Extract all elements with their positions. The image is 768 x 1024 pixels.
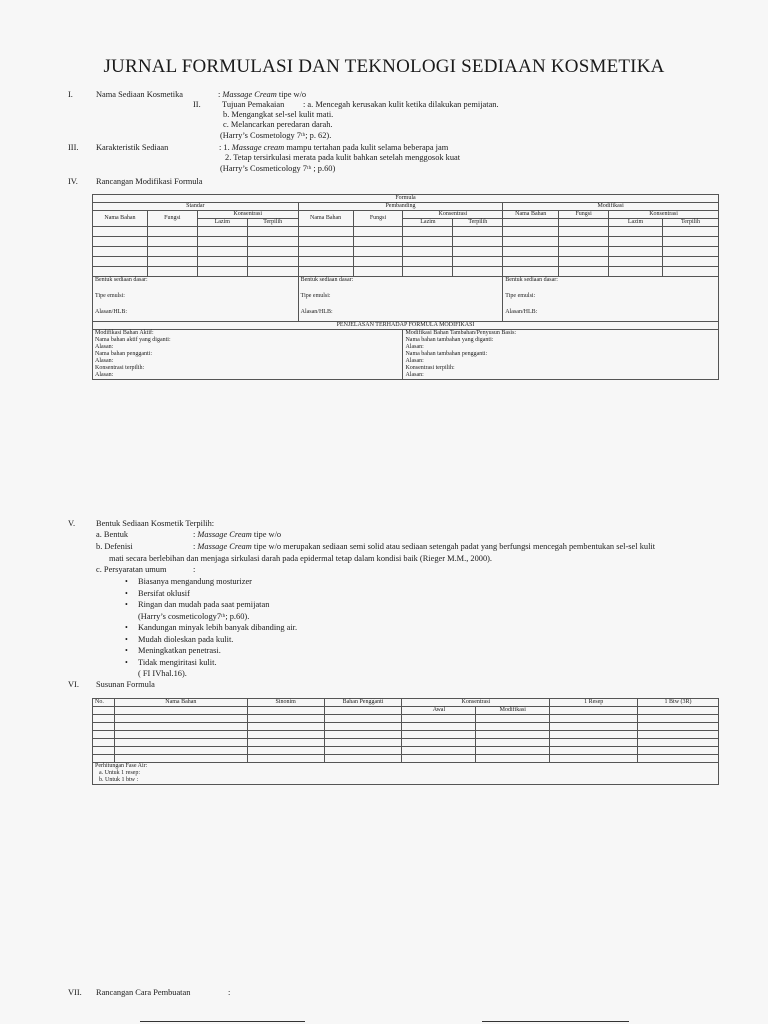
section-5-label: Bentuk Sediaan Kosmetik Terpilih: [96, 519, 215, 528]
col-konsentrasi: Konsentrasi [403, 211, 503, 219]
section-4-number: IV. [68, 177, 78, 186]
susunan-formula-table [92, 698, 719, 785]
col-fungsi: Fungsi [147, 211, 197, 227]
list-item: • Kandungan minyak lebih banyak dibanding air. [125, 622, 297, 634]
section-6-number: VI. [68, 680, 79, 689]
section-4-label: Rancangan Modifikasi Formula [96, 177, 203, 186]
list-item: • Mudah dioleskan pada kulit. [125, 634, 297, 646]
col-terpilih: Terpilih [453, 219, 503, 227]
section-1-number: I. [68, 90, 73, 99]
col-1-resep: 1 Resep [550, 699, 638, 707]
group-standar: Standar [93, 203, 299, 211]
formula-table [92, 194, 719, 380]
section-1-label: Nama Sediaan Kosmetika [96, 90, 183, 99]
formula-header: Formula [93, 195, 719, 203]
col-1-btw: 1 Btw (3R) [638, 699, 719, 707]
col-nama-bahan: Nama Bahan [93, 211, 148, 227]
section-2-number: II. [193, 100, 201, 109]
modifikasi-bahan-aktif: Modifikasi Bahan Aktif: Nama bahan aktif yang diganti: Alasan: Nama bahan pengganti: Alasan: Konsentrasi terpilih: Alasan: [93, 330, 403, 380]
col-konsentrasi: Konsentrasi [197, 211, 298, 219]
section-3-label: Karakteristik Sediaan [96, 143, 169, 152]
col-nama-bahan: Nama Bahan [298, 211, 353, 227]
col-modifikasi: Modifikasi [476, 707, 550, 715]
section-2-line-2: b. Mengangkat sel-sel kulit mati. [223, 110, 334, 119]
section-5-c-label: c. Persyaratan umum [96, 565, 167, 574]
standar-basis-info: Bentuk sediaan dasar: Tipe emulsi: Alasan/HLB: [93, 277, 299, 322]
perhitungan-fase-air: Perhitungan Fase Air: a. Untuk 1 resep: b. Untuk 1 btw : [93, 763, 719, 785]
list-item: • Ringan dan mudah pada saat pemijatan (Harry’s cosmeticology7ᵗʰ; p.60). [125, 599, 297, 622]
page-title: JURNAL FORMULASI DAN TEKNOLOGI SEDIAAN KOSMETIKA [103, 56, 665, 77]
section-7-number: VII. [68, 988, 82, 997]
col-nama-bahan: Nama Bahan [114, 699, 247, 707]
section-7-label: Rancangan Cara Pembuatan [96, 988, 191, 997]
modifikasi-bahan-tambahan: Modifikasi Bahan Tambahan/Penyusun Basis: Nama bahan tambahan yang diganti: Alasan: Nama bahan tambahan pengganti: Alasan: Konsentrasi terpilih: Alasan: [403, 330, 719, 380]
section-3-reference: (Harry’s Cosmeticology 7ᵗʰ ; p.60) [220, 164, 336, 173]
section-3-line-1: : 1. Massage cream mampu tertahan pada kulit selama beberapa jam [219, 143, 449, 152]
section-7-colon: : [228, 988, 231, 997]
col-terpilih: Terpilih [663, 219, 719, 227]
list-item: • Tidak mengiritasi kulit. ( FI IVhal.16). [125, 657, 297, 680]
col-lazim: Lazim [197, 219, 247, 227]
section-2-line-1: : a. Mencegah kerusakan kulit ketika dilakukan pemijatan. [303, 100, 499, 109]
section-5-a-value: : Massage Cream tipe w/o [193, 530, 282, 539]
modifikasi-basis-info: Bentuk sediaan dasar: Tipe emulsi: Alasan/HLB: [503, 277, 719, 322]
group-modifikasi: Modifikasi [503, 203, 719, 211]
col-fungsi: Fungsi [559, 211, 609, 219]
section-6-label: Susunan Formula [96, 680, 155, 689]
section-2-label: Tujuan Pemakaian [222, 100, 285, 109]
section-5-b-value: : Massage Cream tipe w/o merupakan sediaan semi solid atau sediaan setengah padat yang berfungsi mencegah pembentukan sel-sel kulit [193, 542, 656, 551]
section-3-line-2: 2. Tetap tersirkulasi merata pada kulit bahkan setelah menggosok kuat [225, 153, 461, 162]
section-5-a-label: a. Bentuk [96, 530, 129, 539]
col-konsentrasi: Konsentrasi [402, 699, 550, 707]
signature-line-right [482, 1021, 629, 1022]
section-1-value: : Massage Cream tipe w/o [218, 90, 307, 99]
col-no: No. [93, 699, 115, 707]
col-konsentrasi: Konsentrasi [609, 211, 719, 219]
group-pembanding: Pembanding [298, 203, 503, 211]
list-item: • Meningkatkan penetrasi. [125, 645, 297, 657]
list-item: • Bersifat oklusif [125, 588, 297, 600]
list-item: • Biasanya mengandung mosturizer [125, 576, 297, 588]
pembanding-basis-info: Bentuk sediaan dasar: Tipe emulsi: Alasan/HLB: [298, 277, 503, 322]
section-5-c-colon: : [193, 565, 196, 574]
signature-line-left [140, 1021, 305, 1022]
section-2-reference: (Harry’s Cosmetology 7ᵗʰ; p. 62). [220, 131, 332, 140]
section-2-line-3: c. Melancarkan peredaran darah. [223, 120, 333, 129]
col-awal: Awal [402, 707, 476, 715]
col-bahan-pengganti: Bahan Pengganti [324, 699, 402, 707]
section-5-b-label: b. Defenisi [96, 542, 133, 551]
section-5-b-line-2: mati secara berlebihan dan menjaga sirkulasi darah pada epidermal tetap dalam kondisi baik (Rieger M.M., 2000). [109, 554, 493, 563]
col-fungsi: Fungsi [353, 211, 403, 227]
col-lazim: Lazim [609, 219, 663, 227]
section-3-number: III. [68, 143, 79, 152]
penjelasan-header: PENJELASAN TERHADAP FORMULA MODIFIKASI [93, 322, 719, 330]
col-nama-bahan: Nama Bahan [503, 211, 559, 219]
section-5-number: V. [68, 519, 76, 528]
col-sinonim: Sinonim [247, 699, 324, 707]
col-terpilih: Terpilih [247, 219, 298, 227]
persyaratan-list [125, 576, 297, 680]
col-lazim: Lazim [403, 219, 453, 227]
